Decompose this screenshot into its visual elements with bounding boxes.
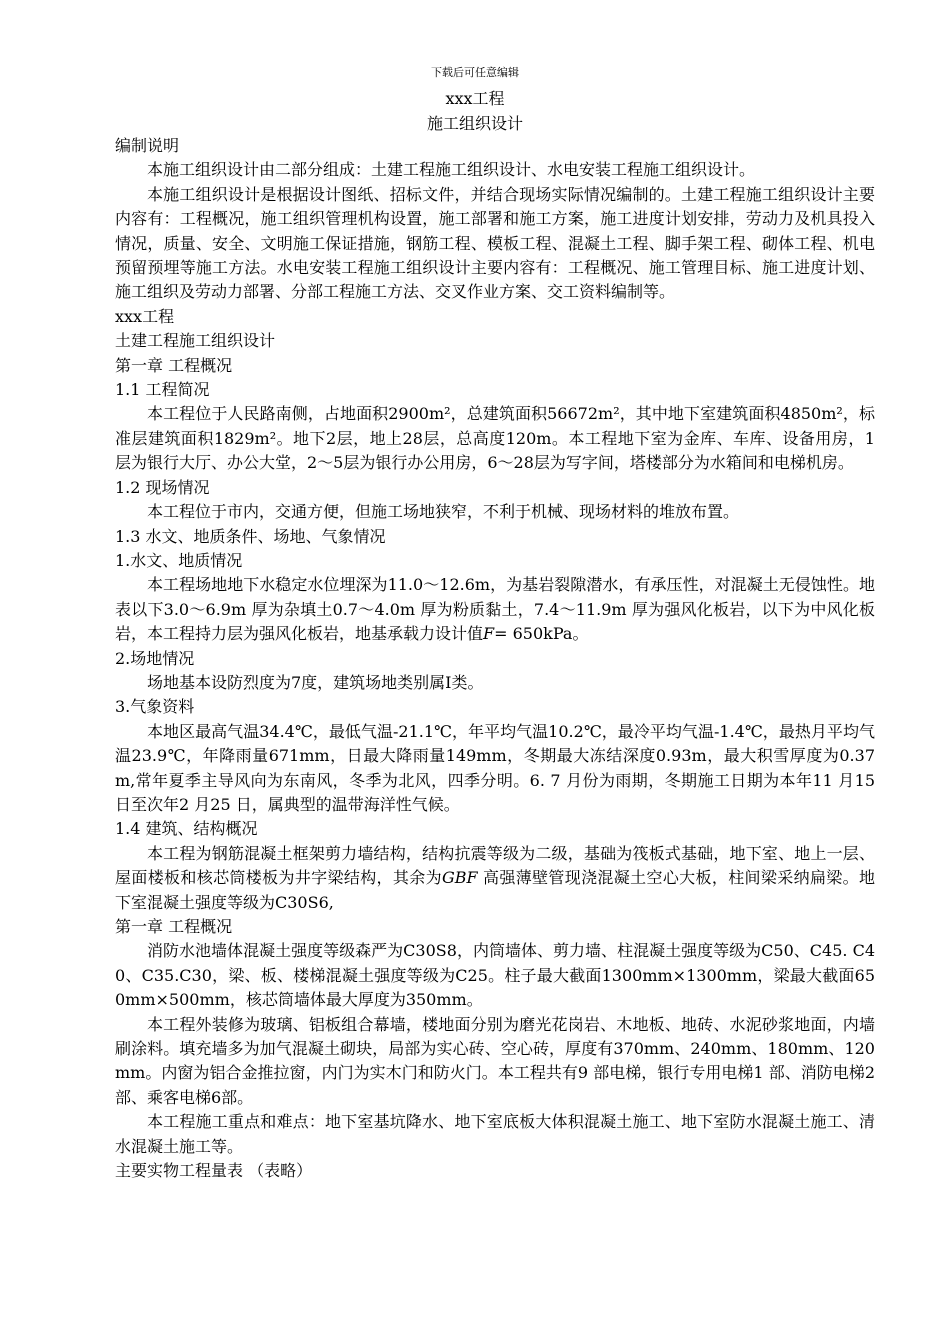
- paragraph: 本工程施工重点和难点：地下室基坑降水、地下室底板大体积混凝土施工、地下室防水混凝土施工、清水混凝土施工等。: [115, 1112, 875, 1156]
- paragraph: [115, 573, 875, 646]
- formula-variable: GBF: [441, 868, 478, 888]
- formula-variable: F: [483, 624, 495, 644]
- paragraph: 本工程位于人民路南侧，占地面积2900m²，总建筑面积56672m²，其中地下室建筑面积4850m²，标准层建筑面积1829m²。地下2层，地上28层，总高度120m。本工程地下室为金库、车库、设备用房，1 层为银行大厅、办公大堂，2～5层为银行办公用房，6～28层为写字间，塔楼部分为水箱间和电梯机房。: [115, 404, 875, 473]
- section-heading: 1.2 现场情况: [115, 477, 210, 497]
- paragraph: 本施工组织设计由二部分组成：土建工程施工组织设计、水电安装工程施工组织设计。: [147, 160, 756, 180]
- document-body: [115, 134, 875, 1183]
- subsection-heading: 2.场地情况: [115, 648, 195, 668]
- table-note: 主要实物工程量表 （表略）: [115, 1161, 313, 1181]
- subsection-heading: 3.气象资料: [115, 697, 195, 717]
- section-heading: 1.3 水文、地质条件、场地、气象情况: [115, 526, 386, 546]
- project-title: xxx工程: [445, 89, 505, 108]
- paragraph: 本施工组织设计是根据设计图纸、招标文件，并结合现场实际情况编制的。土建工程施工组织设计主要内容有：工程概况，施工组织管理机构设置，施工部署和施工方案，施工进度计划安排，劳动力及机具投入情况，质量、安全、文明施工保证措施，钢筋工程、模板工程、混凝土工程、脚手架工程、砌体工程、机电预留预埋等施工方法。水电安装工程施工组织设计主要内容有：工程概况、施工管理目标、施工进度计划、施工组织及劳动力部署、分部工程施工方法、交叉作业方案、交工资料编制等。: [115, 184, 875, 302]
- paragraph-text: 本工程为钢筋混凝土框架剪力墙结构，结构抗震等级为二级，基础为筏板式基础，地下室、地上一层、屋面楼板和核芯筒楼板为井字梁结构，其余为: [115, 843, 875, 888]
- paragraph: 本地区最高气温34.4℃，最低气温-21.1℃，年平均气温10.2℃，最冷平均气温-1.4℃，最热月平均气温23.9℃，年降雨量671mm，日最大降雨量149mm，冬期最大冻结深度0.93m，最大积雪厚度为0.37m,常年夏季主导风向为东南风，冬季为北风，四季分明。6. 7 月份为雨期，冬期施工日期为本年11 月15 日至次年2 月25 日，属典型的温带海洋性气候。: [115, 721, 875, 814]
- paragraph: 场地基本设防烈度为7度，建筑场地类别属Ⅰ类。: [147, 672, 484, 692]
- paragraph: 消防水池墙体混凝土强度等级森严为C30S8，内筒墙体、剪力墙、柱混凝土强度等级为C50、C45. C40、C35.C30，梁、板、楼梯混凝土强度等级为C25。柱子最大截面1300mm×1300mm，梁最大截面650mm×500mm，核芯筒墙体最大厚度为350mm。: [115, 941, 875, 1010]
- preface-heading: 编制说明: [115, 136, 180, 155]
- document-title: 施工组织设计: [426, 114, 523, 133]
- project-name: xxx工程: [115, 306, 175, 326]
- chapter-heading-repeat: 第一章 工程概况: [115, 917, 233, 936]
- section-heading: 1.4 建筑、结构概况: [115, 819, 258, 839]
- paragraph-text: = 650kPa。: [494, 624, 589, 644]
- paragraph-text: 本工程场地地下水稳定水位埋深为11.0～12.6m，为基岩裂隙潜水，有承压性，对混凝土无侵蚀性。地表以下3.0～6.9m 厚为杂填土0.7～4.0m 厚为粉质黏土，7.4～11.9m 厚为强风化板岩，以下为中风化板岩，本工程持力层为强风化板岩，地基承载力设计值: [115, 575, 875, 644]
- download-note: 下载后可任意编辑: [431, 66, 519, 79]
- paragraph: 本工程外装修为玻璃、铝板组合幕墙，楼地面分别为磨光花岗岩、木地板、地砖、水泥砂浆地面，内墙刷涂料。填充墙多为加气混凝土砌块，局部为实心砖、空心砖，厚度有370mm、240mm、180mm、120mm。内窗为铝合金推拉窗，内门为实木门和防火门。本工程共有9 部电梯，银行专用电梯1 部、消防电梯2 部、乘客电梯6部。: [115, 1014, 875, 1107]
- section-heading: 1.1 工程简况: [115, 380, 210, 400]
- subsection-heading: 1.水文、地质情况: [115, 550, 243, 570]
- paragraph: 本工程位于市内，交通方便，但施工场地狭窄，不利于机械、现场材料的堆放布置。: [147, 502, 740, 522]
- paragraph-text: 高强薄壁管现浇混凝土空心大板，柱间梁采纳扁梁。地下室混凝土强度等级为C30S6,: [115, 868, 875, 912]
- chapter-heading: 第一章 工程概况: [115, 355, 233, 375]
- paragraph: [115, 842, 875, 915]
- civil-design-title: 土建工程施工组织设计: [115, 331, 276, 351]
